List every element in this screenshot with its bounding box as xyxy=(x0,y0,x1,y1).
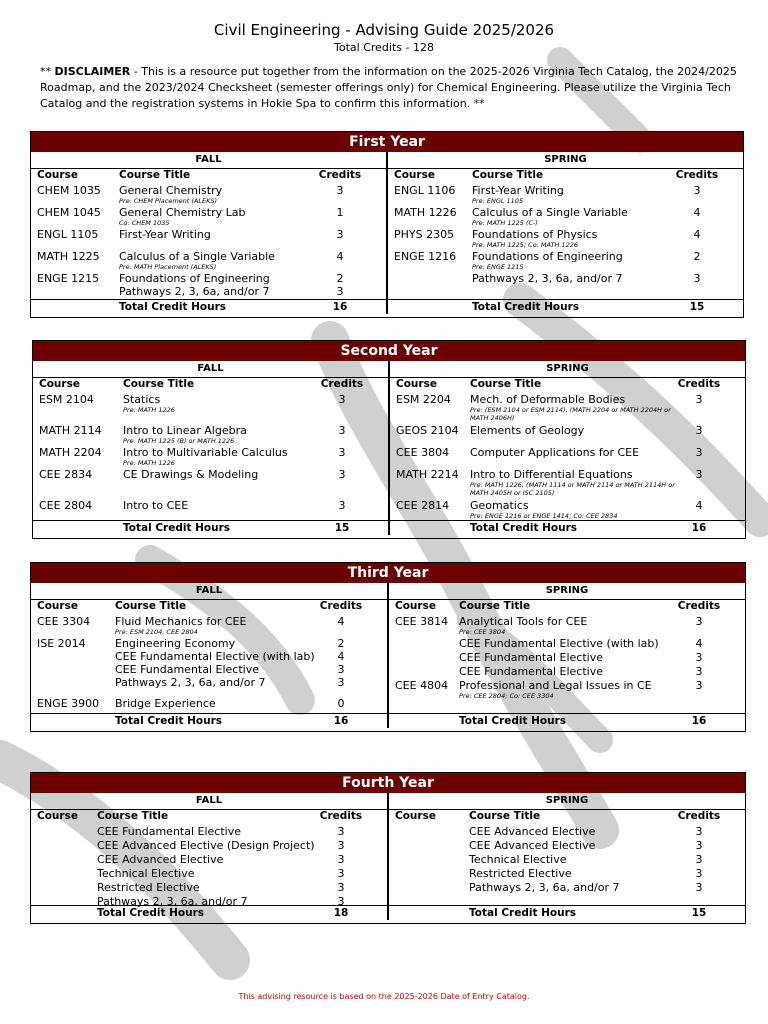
prerequisite-note: Pre: (ESM 2104 or ESM 2114), (MATH 2204 or MATH 2204H or MATH 2406H) xyxy=(470,406,671,422)
prerequisite-note: Pre: MATH 1225; Co: MATH 1226 xyxy=(472,241,578,249)
total-label: Total Credit Hours xyxy=(115,715,223,727)
total-credits: 15 xyxy=(691,907,707,919)
course-credits: 3 xyxy=(337,825,345,838)
course-row xyxy=(31,650,387,663)
fall-semester xyxy=(31,152,388,314)
course-row xyxy=(31,285,386,298)
semester-columns xyxy=(31,793,745,920)
course-title: Bridge Experience xyxy=(115,697,216,710)
course-credits: 3 xyxy=(338,499,346,512)
course-title: CEE Fundamental Elective (with lab) xyxy=(115,650,315,663)
course-title: CEE Fundamental Elective xyxy=(459,665,603,678)
credits-column-header: Credits xyxy=(320,378,364,390)
course-title: Restricted Elective xyxy=(97,881,200,894)
course-code: CHEM 1045 xyxy=(37,206,101,219)
year-table xyxy=(30,562,746,732)
course-row xyxy=(33,446,388,468)
total-label: Total Credit Hours xyxy=(123,522,231,534)
course-title: Foundations of Physics xyxy=(472,228,598,241)
course-column-header: Course xyxy=(395,810,436,822)
course-credits: 3 xyxy=(337,663,345,676)
credits-column-header: Credits xyxy=(319,810,363,822)
prerequisite-note: Pre: ENGE 1215 xyxy=(472,263,524,271)
semester-label: FALL xyxy=(31,152,386,169)
course-code: CEE 4804 xyxy=(395,679,449,692)
year-title: Third Year xyxy=(31,563,745,583)
course-code: ENGE 1216 xyxy=(394,250,457,263)
course-row xyxy=(390,393,745,424)
course-title: CEE Advanced Elective (Design Project) xyxy=(97,839,315,852)
course-row xyxy=(388,250,743,272)
course-title: Technical Elective xyxy=(469,853,567,866)
course-credits: 4 xyxy=(336,250,344,263)
course-title: CEE Advanced Elective xyxy=(469,839,596,852)
course-title: Foundations of Engineering xyxy=(472,250,623,263)
course-row xyxy=(33,424,388,446)
course-title: Engineering Economy xyxy=(115,637,236,650)
year-table xyxy=(32,340,746,539)
disclaimer-prefix: ** xyxy=(40,65,55,78)
course-column-header: Course xyxy=(395,600,436,612)
disclaimer-label: DISCLAIMER xyxy=(54,65,131,78)
course-row xyxy=(390,446,745,468)
course-code: ESM 2204 xyxy=(396,393,451,406)
course-credits: 2 xyxy=(693,250,701,263)
title-column-header: Course Title xyxy=(459,600,531,612)
course-credits: 3 xyxy=(338,424,346,437)
course-code: ENGL 1106 xyxy=(394,184,456,197)
course-code: GEOS 2104 xyxy=(396,424,459,437)
prerequisite-note: Pre: MATH 1225 (C-) xyxy=(472,219,538,227)
course-credits: 3 xyxy=(695,825,703,838)
title-column-header: Course Title xyxy=(472,169,544,181)
course-title: Restricted Elective xyxy=(469,867,572,880)
course-credits: 3 xyxy=(337,676,345,689)
course-credits: 3 xyxy=(338,446,346,459)
column-header-row xyxy=(31,169,386,184)
course-row xyxy=(388,272,743,294)
year-table xyxy=(30,131,744,318)
course-row xyxy=(388,184,743,206)
fall-semester xyxy=(31,793,389,920)
credits-column-header: Credits xyxy=(677,810,721,822)
total-credit-hours-row xyxy=(31,299,386,314)
course-credits: 4 xyxy=(695,637,703,650)
course-title: Elements of Geology xyxy=(470,424,585,437)
semester-label: FALL xyxy=(31,793,387,810)
course-title: Computer Applications for CEE xyxy=(470,446,640,459)
total-credits: 16 xyxy=(333,715,349,727)
course-credits: 3 xyxy=(695,615,703,628)
column-header-row xyxy=(33,378,388,393)
prerequisite-note: Pre: MATH 1226, (MATH 1114 or MATH 2114 or MATH 2114H or MATH 2405H or ISC 2105) xyxy=(470,481,675,497)
course-credits: 3 xyxy=(695,665,703,678)
total-label: Total Credit Hours xyxy=(97,907,205,919)
course-column-header: Course xyxy=(37,600,78,612)
course-row xyxy=(388,228,743,250)
course-title: CEE Advanced Elective xyxy=(469,825,596,838)
course-title: CE Drawings & Modeling xyxy=(123,468,259,481)
course-title: Intro to Differential Equations xyxy=(470,468,633,481)
total-credit-hours-row xyxy=(390,520,745,535)
course-credits: 3 xyxy=(337,839,345,852)
course-row xyxy=(389,839,745,853)
course-title: CEE Advanced Elective xyxy=(97,853,224,866)
course-code: CHEM 1035 xyxy=(37,184,101,197)
semester-label: SPRING xyxy=(390,361,745,378)
course-row xyxy=(388,206,743,228)
course-row xyxy=(31,637,387,650)
title-column-header: Course Title xyxy=(115,600,187,612)
prerequisite-note: Pre: ENGL 1105 xyxy=(472,197,524,205)
semester-columns xyxy=(31,583,745,728)
course-row xyxy=(390,424,745,446)
course-credits: 3 xyxy=(695,424,703,437)
year-title: Fourth Year xyxy=(31,773,745,793)
course-code: CEE 3304 xyxy=(37,615,91,628)
total-credits: 15 xyxy=(334,522,350,534)
column-header-row xyxy=(389,810,745,825)
course-title: CEE Fundamental Elective xyxy=(97,825,241,838)
credits-column-header: Credits xyxy=(675,169,719,181)
course-title: Intro to CEE xyxy=(123,499,189,512)
total-credits: 16 xyxy=(691,522,707,534)
course-row xyxy=(31,867,387,881)
course-row xyxy=(31,250,386,272)
course-row xyxy=(31,881,387,895)
spring-semester xyxy=(390,361,745,535)
course-credits: 2 xyxy=(336,272,344,285)
page-title: Civil Engineering - Advising Guide 2025/2026 xyxy=(213,21,555,39)
course-row xyxy=(31,206,386,228)
course-code: ENGE 3900 xyxy=(37,697,100,710)
course-title: Calculus of a Single Variable xyxy=(119,250,275,263)
course-title: CEE Fundamental Elective xyxy=(115,663,259,676)
prerequisite-note: Pre: MATH Placement (ALEKS) xyxy=(119,263,217,271)
total-credit-hours-row xyxy=(31,713,387,728)
prerequisite-note: Pre: CEE 3804 xyxy=(459,628,506,636)
year-title: Second Year xyxy=(33,341,745,361)
column-header-row xyxy=(389,600,745,615)
course-code: ENGE 1215 xyxy=(37,272,100,285)
column-header-row xyxy=(31,600,387,615)
course-row xyxy=(389,881,745,895)
course-title: Technical Elective xyxy=(97,867,195,880)
course-title: Fluid Mechanics for CEE xyxy=(115,615,247,628)
course-row xyxy=(389,853,745,867)
course-row xyxy=(33,468,388,499)
course-code: CEE 3804 xyxy=(396,446,450,459)
course-title: CEE Fundamental Elective xyxy=(459,651,603,664)
course-credits: 3 xyxy=(695,881,703,894)
prerequisite-note: Pre: CEE 2804; Co: CEE 3304 xyxy=(459,692,554,700)
course-title: Intro to Linear Algebra xyxy=(123,424,247,437)
course-title: Pathways 2, 3, 6a, and/or 7 xyxy=(115,676,266,689)
spring-semester xyxy=(389,583,745,728)
credits-column-header: Credits xyxy=(677,378,721,390)
course-row xyxy=(389,665,745,679)
course-credits: 3 xyxy=(336,184,344,197)
course-credits: 1 xyxy=(336,206,344,219)
course-row xyxy=(389,637,745,651)
course-credits: 3 xyxy=(337,881,345,894)
semester-label: FALL xyxy=(31,583,387,600)
course-row xyxy=(389,867,745,881)
course-row xyxy=(389,651,745,665)
total-label: Total Credit Hours xyxy=(472,301,580,313)
course-credits: 3 xyxy=(338,468,346,481)
prerequisite-note: Co: CHEM 1035 xyxy=(119,219,170,227)
course-row xyxy=(389,679,745,707)
course-title: Calculus of a Single Variable xyxy=(472,206,628,219)
course-title: General Chemistry xyxy=(119,184,223,197)
total-credit-hours-row xyxy=(389,905,745,920)
course-credits: 3 xyxy=(337,895,345,908)
total-credits: 16 xyxy=(691,715,707,727)
course-credits: 2 xyxy=(337,637,345,650)
course-code: MATH 1226 xyxy=(394,206,457,219)
course-title: First-Year Writing xyxy=(472,184,564,197)
course-code: ESM 2104 xyxy=(39,393,94,406)
total-label: Total Credit Hours xyxy=(459,715,567,727)
total-label: Total Credit Hours xyxy=(469,907,577,919)
course-column-header: Course xyxy=(37,169,78,181)
course-credits: 3 xyxy=(695,393,703,406)
course-title: Pathways 2, 3, 6a, and/or 7 xyxy=(119,285,270,298)
course-title: Foundations of Engineering xyxy=(119,272,270,285)
course-credits: 4 xyxy=(337,615,345,628)
semester-label: SPRING xyxy=(389,583,745,600)
column-header-row xyxy=(390,378,745,393)
course-column-header: Course xyxy=(394,169,435,181)
course-credits: 3 xyxy=(338,393,346,406)
title-column-header: Course Title xyxy=(470,378,542,390)
course-credits: 3 xyxy=(695,468,703,481)
course-row xyxy=(31,676,387,697)
course-row xyxy=(389,615,745,637)
credits-column-header: Credits xyxy=(677,600,721,612)
course-row xyxy=(31,853,387,867)
course-code: CEE 3814 xyxy=(395,615,449,628)
total-credit-hours-row xyxy=(389,713,745,728)
credits-column-header: Credits xyxy=(319,600,363,612)
title-column-header: Course Title xyxy=(97,810,169,822)
title-column-header: Course Title xyxy=(119,169,191,181)
spring-semester xyxy=(389,793,745,920)
course-code: MATH 2214 xyxy=(396,468,459,481)
course-code: ENGL 1105 xyxy=(37,228,99,241)
course-code: CEE 2834 xyxy=(39,468,93,481)
year-title: First Year xyxy=(31,132,743,152)
credits-column-header: Credits xyxy=(318,169,362,181)
disclaimer xyxy=(40,64,740,112)
disclaimer-text: - This is a resource put together from the information on the 2025-2026 Virginia Tech Catalog, the 2024/2025 Roadmap, and the 2023/2024 Checksheet (semester offerings only) for Chemical Engineering. Please utilize the Virginia Tech Catalog and the registration systems in Hokie Spa to confirm this information. ** xyxy=(40,65,737,110)
total-credit-hours-row xyxy=(33,520,388,535)
course-credits: 3 xyxy=(695,679,703,692)
semester-label: SPRING xyxy=(389,793,745,810)
course-credits: 3 xyxy=(336,285,344,298)
course-code: MATH 2114 xyxy=(39,424,102,437)
course-title: Intro to Multivariable Calculus xyxy=(123,446,288,459)
course-title: Mech. of Deformable Bodies xyxy=(470,393,626,406)
course-credits: 3 xyxy=(337,867,345,880)
course-row xyxy=(31,272,386,285)
total-credit-hours-row xyxy=(31,905,387,920)
course-credits: 4 xyxy=(693,228,701,241)
footer-note: This advising resource is based on the 2025-2026 Date of Entry Catalog. xyxy=(238,992,530,1001)
prerequisite-note: Pre: MATH 1226 xyxy=(123,459,175,467)
fall-semester xyxy=(31,583,389,728)
course-credits: 3 xyxy=(695,839,703,852)
year-table xyxy=(30,772,746,924)
semester-columns xyxy=(33,361,745,535)
semester-label: FALL xyxy=(33,361,388,378)
semester-label: SPRING xyxy=(388,152,743,169)
title-column-header: Course Title xyxy=(469,810,541,822)
total-credit-hours-row xyxy=(388,299,743,314)
course-credits: 4 xyxy=(693,206,701,219)
course-title: Professional and Legal Issues in CE xyxy=(459,679,652,692)
total-credits: Total Credits - 128 xyxy=(334,41,434,54)
course-column-header: Course xyxy=(39,378,80,390)
column-header-row xyxy=(388,169,743,184)
course-code: MATH 2204 xyxy=(39,446,102,459)
course-credits: 3 xyxy=(695,446,703,459)
course-title: CEE Fundamental Elective (with lab) xyxy=(459,637,659,650)
course-row xyxy=(390,468,745,499)
course-row xyxy=(389,825,745,839)
course-row xyxy=(31,184,386,206)
spring-semester xyxy=(388,152,743,314)
prerequisite-note: Pre: MATH 1226 xyxy=(123,406,175,414)
total-credits: 15 xyxy=(689,301,705,313)
course-credits: 3 xyxy=(695,651,703,664)
course-row xyxy=(31,663,387,676)
course-title: Analytical Tools for CEE xyxy=(459,615,588,628)
prerequisite-note: Pre: CHEM Placement (ALEKS) xyxy=(119,197,218,205)
course-row xyxy=(31,228,386,250)
column-header-row xyxy=(31,810,387,825)
course-credits: 3 xyxy=(695,853,703,866)
course-credits: 4 xyxy=(337,650,345,663)
course-credits: 3 xyxy=(693,184,701,197)
total-credits: 16 xyxy=(332,301,348,313)
course-title: Pathways 2, 3, 6a, and/or 7 xyxy=(97,895,248,908)
course-row xyxy=(33,393,388,424)
course-credits: 3 xyxy=(693,272,701,285)
course-credits: 3 xyxy=(337,853,345,866)
semester-columns xyxy=(31,152,743,314)
course-credits: 0 xyxy=(337,697,345,710)
course-title: Geomatics xyxy=(470,499,529,512)
course-title: General Chemistry Lab xyxy=(119,206,246,219)
course-code: MATH 1225 xyxy=(37,250,100,263)
course-title: First-Year Writing xyxy=(119,228,211,241)
course-row xyxy=(31,839,387,853)
course-column-header: Course xyxy=(396,378,437,390)
prerequisite-note: Pre: MATH 1225 (B) or MATH 1226 xyxy=(123,437,235,445)
course-column-header: Course xyxy=(37,810,78,822)
title-column-header: Course Title xyxy=(123,378,195,390)
course-code: ISE 2014 xyxy=(37,637,86,650)
course-row xyxy=(31,697,387,711)
course-title: Pathways 2, 3, 6a, and/or 7 xyxy=(469,881,620,894)
course-title: Statics xyxy=(123,393,161,406)
course-row xyxy=(31,615,387,637)
fall-semester xyxy=(33,361,390,535)
total-credits: 18 xyxy=(333,907,349,919)
course-credits: 4 xyxy=(695,499,703,512)
total-label: Total Credit Hours xyxy=(470,522,578,534)
prerequisite-note: Pre: ENGE 1216 or ENGE 1414; Co: CEE 2834 xyxy=(470,512,618,520)
course-code: CEE 2804 xyxy=(39,499,93,512)
course-code: PHYS 2305 xyxy=(394,228,455,241)
course-title: Pathways 2, 3, 6a, and/or 7 xyxy=(472,272,623,285)
prerequisite-note: Pre: ESM 2104, CEE 2804 xyxy=(115,628,198,636)
course-row xyxy=(31,825,387,839)
course-credits: 3 xyxy=(695,867,703,880)
total-label: Total Credit Hours xyxy=(119,301,227,313)
course-credits: 3 xyxy=(336,228,344,241)
course-code: CEE 2814 xyxy=(396,499,450,512)
